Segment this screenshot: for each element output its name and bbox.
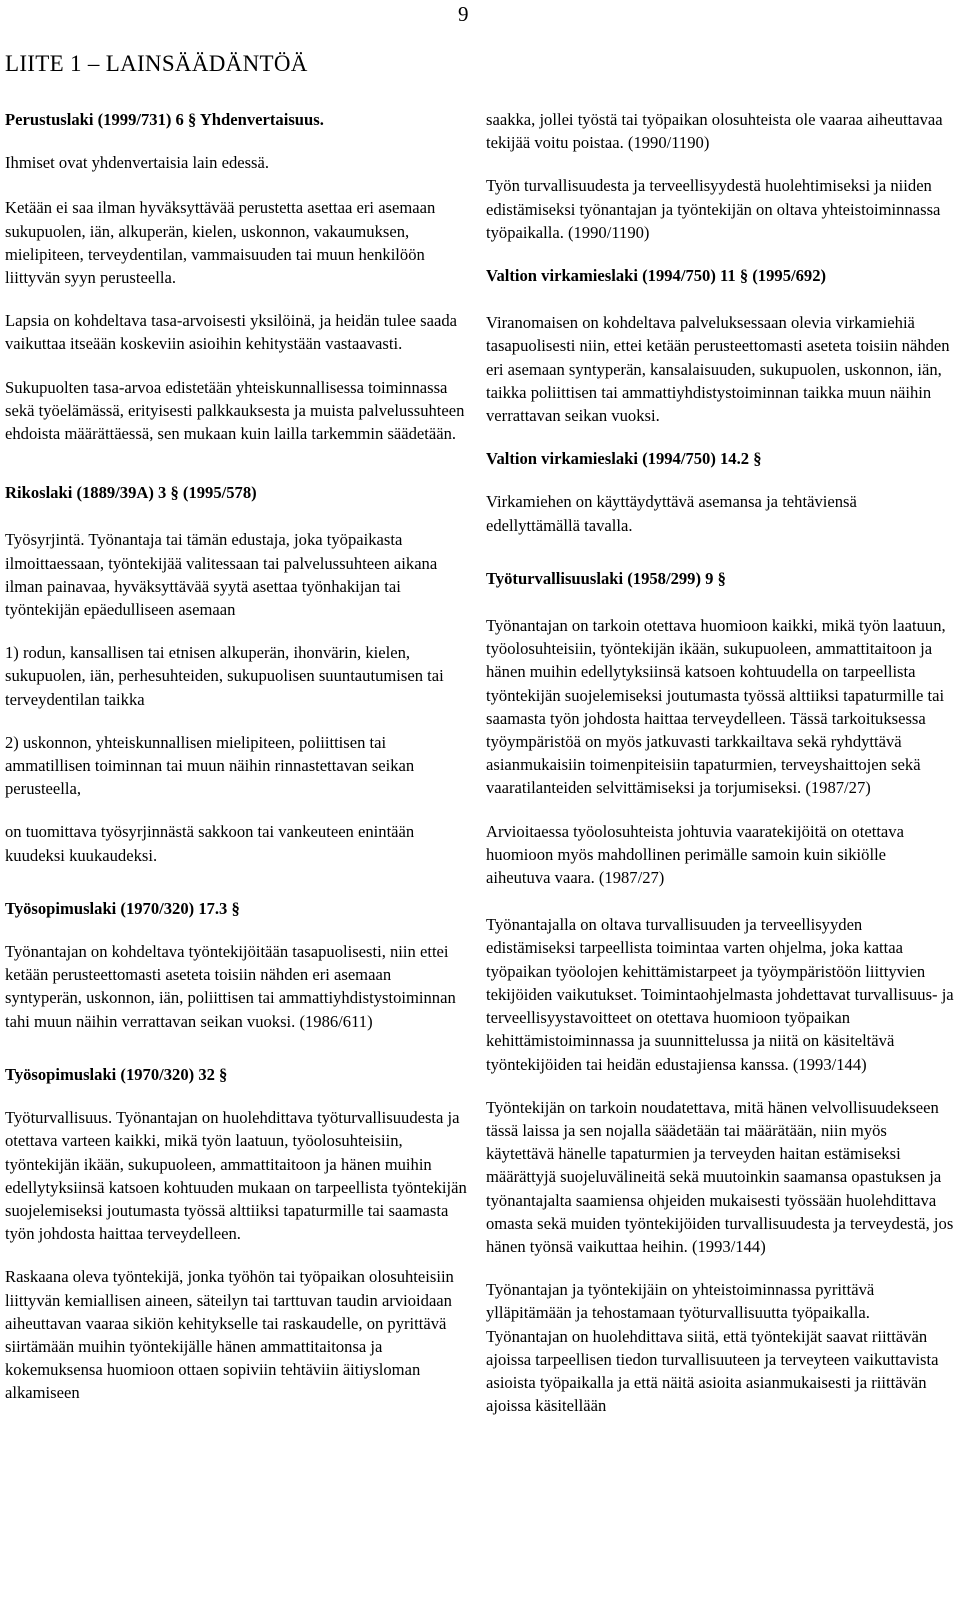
heading-perustuslaki: Perustuslaki (1999/731) 6 § Yhdenvertaisuus. <box>5 110 324 129</box>
paragraph: Ihmiset ovat yhdenvertaisia lain edessä. <box>5 153 270 173</box>
heading-tyoturvallisuuslaki: Työturvallisuuslaki (1958/299) 9 § <box>486 568 726 588</box>
paragraph: Työturvallisuus. Työnantajan on huolehdittava työturvallisuudesta ja otettava varteen kaikki, mikä työn laatuun, työolosuhteisiin, työntekijän ikään, sukupuoleen, ammattitaitoon ja hänen muihin edellytyksiinsä katsoen kohtuuden mukaan on tarpeellista työntekijän suojelemiseksi joutumasta työssä alttiiksi tapaturmille tai saamasta työn johdosta haittaa terveydelleen. <box>5 1108 467 1244</box>
paragraph: Työnantajan on kohdeltava työntekijöitään tasapuolisesti, niin ettei ketään perusteettomasti aseteta toisiin nähden eri asemaan syntyperän, uskonnon, iän, poliittisen tai ammattiyhdistystoiminnan tahi muun näihin verrattavan seikan vuoksi. (1986/611) <box>5 942 456 1031</box>
right-column <box>486 108 954 1437</box>
paragraph: Lapsia on kohdeltava tasa-arvoisesti yksilöinä, ja heidän tulee saada vaikuttaa itseään koskeviin asioihin kehitystään vastaavasti. <box>5 311 458 354</box>
paragraph: Työsyrjintä. Työnantaja tai tämän edustaja, joka työpaikasta ilmoittaessaan, työntekijää valitessaan tai palvelussuhteen aikana ilman painavaa, hyväksyttävää syytä asettaa työnhakijan tai työntekijän epäedulliseen asemaan <box>5 530 438 620</box>
page-title: LIITE 1 – LAINSÄÄDÄNTÖÄ <box>5 51 308 76</box>
paragraph: Työnantajan ja työntekijäin on yhteistoiminnassa pyrittävä ylläpitämään ja tehostamaan työturvallisuutta työpaikalla. Työnantajan on huolehdittava siitä, että työntekijät saavat riittävän ajoissa tarpeellisen tiedon turvallisuuteen ja terveyteen vaikuttavista asioista työpaikalla ja että näitä asioita asianmukaisesti ja riittävän ajoissa käsitellään <box>486 1280 939 1416</box>
paragraph: Viranomaisen on kohdeltava palveluksessaan olevia virkamiehiä tasapuolisesti niin, ettei ketään perusteettomasti aseteta toisiin nähden eri asemaan syntyperän, kansalaisuuden, sukupuolen, uskonnon, iän, taikka poliittisen tai ammattiyhdistystoiminnan taikka muun näihin verrattavan seikan vuoksi. <box>486 313 950 426</box>
heading-virkamieslaki-11: Valtion virkamieslaki (1994/750) 11 § (1995/692) <box>486 266 827 286</box>
paragraph: Työn turvallisuudesta ja terveellisyydestä huolehtimiseksi ja niiden edistämiseksi työnantajan ja työntekijän on oltava yhteistoiminnassa työpaikalla. (1990/1190) <box>486 176 941 242</box>
heading-tyosopimuslaki-32: Työsopimuslaki (1970/320) 32 § <box>5 1064 228 1084</box>
paragraph: on tuomittava työsyrjinnästä sakkoon tai vankeuteen enintään kuudeksi kuukaudeksi. <box>5 822 415 865</box>
paragraph: Arvioitaessa työolosuhteista johtuvia vaaratekijöitä on otettava huomioon myös mahdollinen perimälle samoin kuin sikiölle aiheutuva vaara. (1987/27) <box>486 821 904 888</box>
paragraph: saakka, jollei työstä tai työpaikan olosuhteista ole vaaraa aiheuttavaa tekijää voitu poistaa. (1990/1190) <box>486 110 943 153</box>
page-number: 9 <box>458 2 469 26</box>
paragraph: Ketään ei saa ilman hyväksyttävää perustetta asettaa eri asemaan sukupuolen, iän, alkuperän, kielen, uskonnon, vakaumuksen, mielipiteen, terveydentilan, vammaisuuden tai muun henkilöön liittyvän syyn perusteella. <box>5 198 436 288</box>
paragraph: Sukupuolten tasa-arvoa edistetään yhteiskunnallisessa toiminnassa sekä työelämässä, erityisesti palkkauksesta ja muista palvelussuhteen ehdoista määrättäessä, sen mukaan kuin lailla tarkemmin säädetään. <box>5 377 465 444</box>
heading-tyosopimuslaki-17: Työsopimuslaki (1970/320) 17.3 § <box>5 898 240 918</box>
paragraph: Työntekijän on tarkoin noudatettava, mitä hänen velvollisuudekseen tässä laissa ja sen nojalla säädetään tai määrätään, niin myös käytettävä hänelle tapaturmien ja terveyden haitan estämiseksi määrättyjä suojeluvälineitä sekä muutoinkin saamansa opastuksen ja työnantajalta saamiensa ohjeiden mukaisesti työssään huolehdittava omasta sekä muiden työntekijöiden turvallisuudesta ja terveydestä, jos hänen työnsä vaikuttaa heihin. (1993/144) <box>486 1097 954 1256</box>
paragraph: Virkamiehen on käyttäydyttävä asemansa ja tehtäviensä edellyttämällä tavalla. <box>486 492 857 535</box>
heading-rikoslaki: Rikoslaki (1889/39A) 3 § (1995/578) <box>5 483 257 503</box>
paragraph: Työnantajalla on oltava turvallisuuden ja terveellisyyden edistämiseksi tarpeellista toimintaa varten ohjelma, joka kattaa työpaikan työolojen kehittämistarpeet ja työympäristöön liittyvien tekijöiden vaikutukset. Toimintaohjelmasta johdettavat turvallisuus- ja terveellisyystavoitteet on otettava huomioon työpaikan kehittämistoiminnassa ja suunnittelussa ja niitä on käsiteltävä työntekijöiden tai heidän edustajiensa kanssa. (1993/144) <box>486 915 954 1074</box>
heading-virkamieslaki-14: Valtion virkamieslaki (1994/750) 14.2 § <box>486 449 762 469</box>
paragraph: 2) uskonnon, yhteiskunnallisen mielipiteen, poliittisen tai ammatillisen toiminnan tai muun näihin rinnastettavan seikan perusteella, <box>5 732 415 799</box>
paragraph: Raskaana oleva työntekijä, jonka työhön tai työpaikan olosuhteisiin liittyvän kemiallisen aineen, säteilyn tai tarttuvan taudin arvioidaan aiheuttavan vaaraa sikiön kehitykselle tai raskaudelle, on pyrittävä siirtämään muihin työntekijälle hänen ammattitaitonsa ja kokemuksensa huomioon ottaen sopiviin tehtäviin äitiysloman alkamiseen <box>5 1267 454 1403</box>
paragraph: Työnantajan on tarkoin otettava huomioon kaikki, mikä työn laatuun, työolosuhteisiin, työntekijän ikään, sukupuoleen, ammattitaitoon ja hänen muihin edellytyksiinsä katsoen kohtuudella on tarpeellista työntekijän suojelemiseksi joutumasta työssä alttiiksi tapaturmille tai saamasta työn johdosta haittaa terveydelleen. Tässä tarkoituksessa työympäristöä on myös jatkuvasti tarkkailtava sekä ryhdyttävä asianmukaisiin toimenpiteisiin tapaturmien, terveyshaittojen sekä vaaratilanteiden selvittämiseksi ja torjumiseksi. (1987/27) <box>486 616 946 798</box>
left-column <box>5 108 467 1425</box>
paragraph: 1) rodun, kansallisen tai etnisen alkuperän, ihonvärin, kielen, sukupuolen, iän, perhesuhteiden, sukupuolisen suuntautumisen tai terveydentilan taikka <box>5 643 444 709</box>
